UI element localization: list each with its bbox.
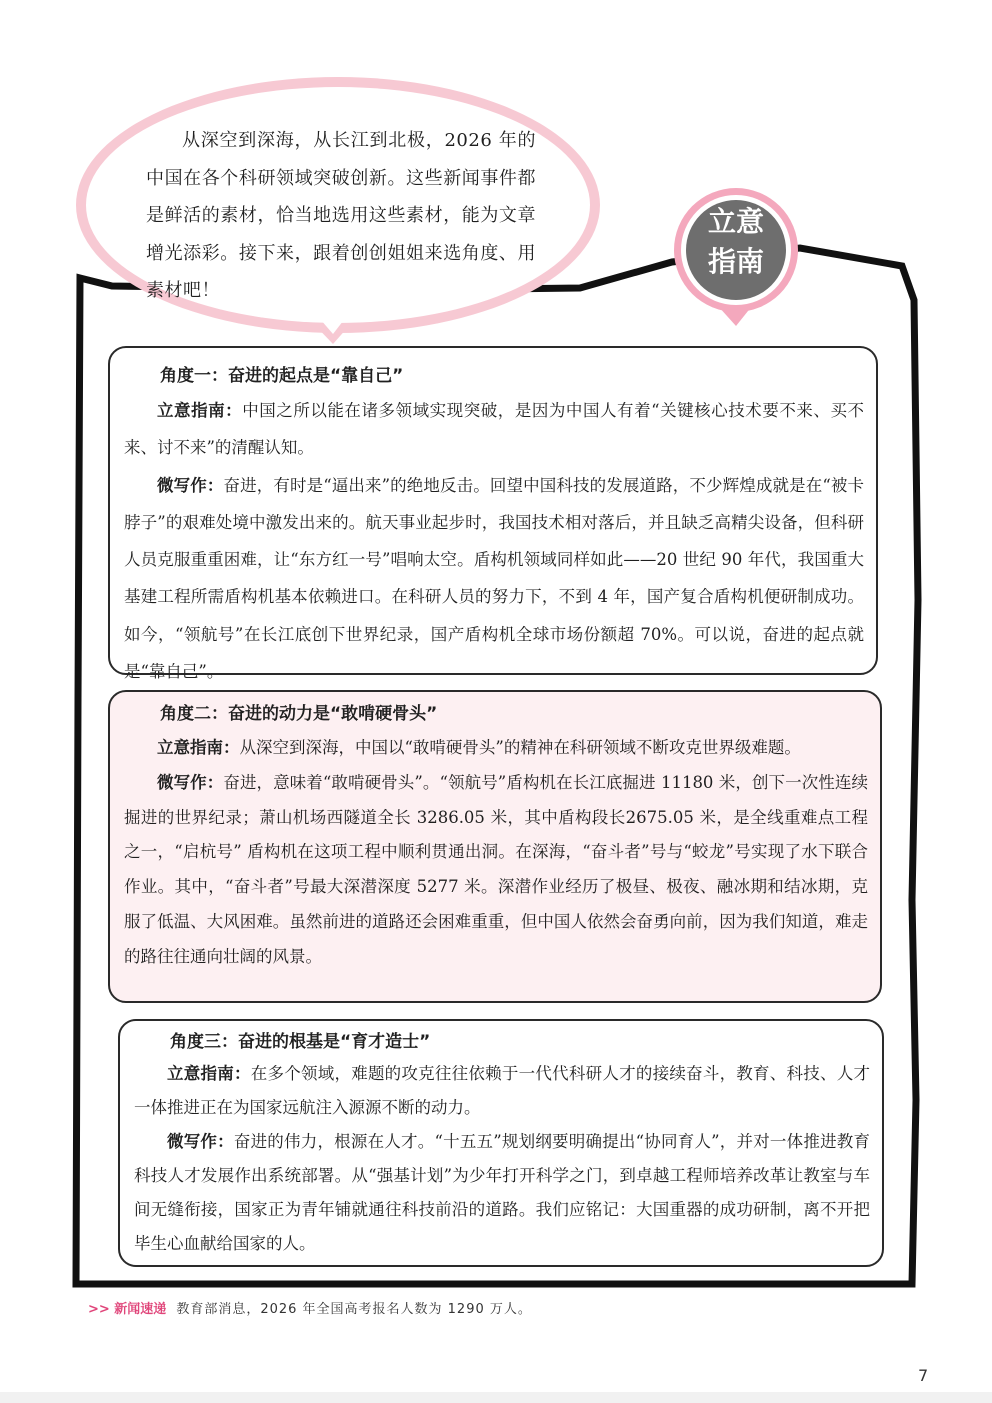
section-card-3 xyxy=(118,1019,884,1267)
guide-label: 立意指南： xyxy=(167,1064,251,1083)
news-text: 教育部消息，2026 年全国高考报名人数为 1290 万人。 xyxy=(176,1302,532,1317)
section-card-2 xyxy=(108,690,882,1003)
guide-text: 中国之所以能在诸多领域实现突破，是因为中国人有着“关键核心技术要不来、买不来、讨不来”的清醒认知。 xyxy=(124,401,865,458)
write-label: 微写作： xyxy=(157,475,224,495)
write-label: 微写作： xyxy=(157,772,224,792)
guide-label: 立意指南： xyxy=(157,401,243,420)
intro-bubble-text xyxy=(146,122,536,310)
guide-text: 在多个领域，难题的攻克往往依赖于一代代科研人才的接续奋斗，教育、科技、人才一体推进正在为国家远航注入源源不断的动力。 xyxy=(134,1064,871,1117)
write-paragraph xyxy=(134,1125,870,1261)
guide-badge xyxy=(686,202,786,282)
write-text: 奋进，意味着“敢啃硬骨头”。“领航号”盾构机在长江底掘进 11180 米，创下一次性连续掘进的世界纪录；萧山机场西隧道全长 3286.05 米，其中盾构段长2675.05 米，是全线重难点工程之一，“启杭号” 盾构机在这项工程中顺利贯通出洞。在深海，“奋斗者”号与“蛟龙”号实现了水下联合作业。其中，“奋斗者”号最大深潜深度 5277 米。深潜作业经历了极昼、极夜、融冰期和结冰期，克服了低温、大风困难。虽然前进的道路还会困难重重，但中国人依然会奋勇向前，因为我们知道，难走的路往往通向壮阔的风景。 xyxy=(124,772,868,966)
page-number: 7 xyxy=(918,1366,929,1385)
guide-paragraph xyxy=(124,392,864,467)
section-title: 角度二：奋进的动力是“敢啃硬骨头” xyxy=(160,704,438,724)
write-text: 奋进的伟力，根源在人才。“十五五”规划纲要明确提出“协同育人”，并对一体推进教育科技人才发展作出系统部署。从“强基计划”为少年打开科学之门，到卓越工程师培养改革让教室与车间无缝衔接，国家正为青年铺就通往科技前沿的道路。我们应铭记：大国重器的成功研制，离不开把毕生心血献给国家的人。 xyxy=(134,1132,871,1253)
news-tag: >> 新闻速递 xyxy=(88,1302,167,1317)
badge-line-1: 立意 xyxy=(707,205,764,238)
intro-paragraph: 从深空到深海，从长江到北极，2026 年的中国在各个科研领域突破创新。这些新闻事件都是鲜活的素材，恰当地选用这些素材，能为文章增光添彩。接下来，跟着创创姐姐来选角度、用素材吧！ xyxy=(146,130,536,301)
write-label: 微写作： xyxy=(167,1132,234,1151)
badge-line-2: 指南 xyxy=(707,245,764,278)
guide-paragraph xyxy=(124,731,868,766)
news-footer xyxy=(88,1298,532,1317)
write-paragraph xyxy=(124,766,868,975)
guide-label: 立意指南： xyxy=(157,738,240,757)
guide-paragraph xyxy=(134,1057,870,1125)
section-card-1 xyxy=(108,346,878,682)
write-text: 奋进，有时是“逼出来”的绝地反击。回望中国科技的发展道路，不少辉煌成就是在“被卡脖子”的艰难处境中激发出来的。航天事业起步时，我国技术相对落后，并且缺乏高精尖设备，但科研人员克服重重困难，让“东方红一号”唱响太空。盾构机领域同样如此——20 世纪 90 年代，我国重大基建工程所需盾构机基本依赖进口。在科研人员的努力下，不到 4 年，国产复合盾构机便研制成功。如今，“领航号”在长江底创下世界纪录，国产盾构机全球市场份额超 70%。可以说，奋进的起点就是“靠自己”。 xyxy=(124,475,864,682)
bottom-band xyxy=(0,1392,992,1403)
write-paragraph xyxy=(124,467,864,691)
guide-text: 从深空到深海，中国以“敢啃硬骨头”的精神在科研领域不断攻克世界级难题。 xyxy=(239,738,801,757)
section-title: 角度三：奋进的根基是“育才造士” xyxy=(170,1032,431,1052)
section-title: 角度一：奋进的起点是“靠自己” xyxy=(160,366,404,386)
